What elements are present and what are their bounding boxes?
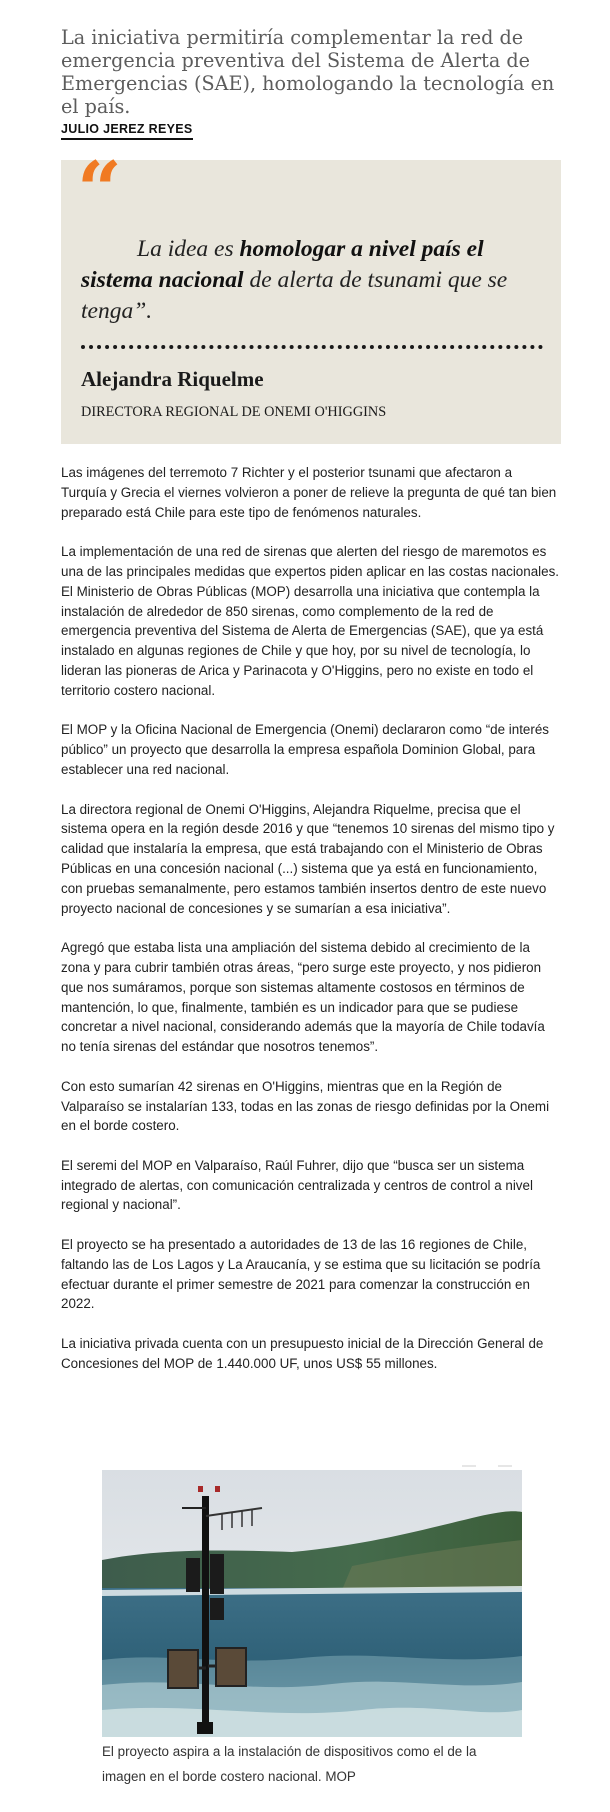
quote-author: Alejandra Riquelme (81, 367, 264, 391)
quote-text-bold: homologar a nivel país el sistema nacional (81, 236, 484, 293)
paragraph: La directora regional de Onemi O'Higgins, Alejandra Riquelme, precisa que el sistema opera en la región desde 2016 y que “tenemos 10 sirenas del mismo tipo y calidad que instalaría la empresa, que está trabajando con el Ministerio de Obras Públicas en una concesión nacional (...) sistema que ya está en funcionamiento, con pruebas semanalmente, pero estamos también insertos dentro de este nuevo proyecto nacional de concesiones y se sumarían a esa iniciativa”. (61, 801, 555, 916)
paragraph: Con esto sumarían 42 sirenas en O'Higgins, mientras que en la Región de Valparaíso se instalarían 133, todas en las zonas de riesgo definidas por la Onemi en el borde costero. (61, 1078, 550, 1134)
paragraph: Las imágenes del terremoto 7 Richter y el posterior tsunami que afectaron a Turquía y Grecia el viernes volvieron a poner de relieve la pregunta de qué tan bien preparado está Chile para este tipo de fenómenos naturales. (61, 465, 557, 520)
article-lead: La iniciativa permitiría complementar la red de emergencia preventiva del Sistema de Alerta de Emergencias (SAE), homologando la tecnología en el país. (61, 26, 555, 118)
quote-text-start: La idea es (137, 236, 240, 262)
paragraph: El seremi del MOP en Valparaíso, Raúl Fuhrer, dijo que “busca ser un sistema integrado de alertas, con comunicación centralizada y centros de control a nivel regional y nacional”. (61, 1157, 533, 1213)
quote-mark-icon: “ (77, 145, 122, 236)
pull-quote (61, 145, 561, 444)
image-edge-marks (462, 1464, 516, 1468)
paragraph: El proyecto se ha presentado a autoridades de 13 de las 16 regiones de Chile, faltando las de Los Lagos y La Araucanía, y se estima que su licitación se podría efectuar durante el primer semestre de 2021 para comenzar la construcción en 2022. (61, 1237, 541, 1312)
quote-text-end: de alerta de tsunami que se tenga”. (81, 267, 508, 324)
quote-divider (81, 345, 543, 349)
paragraph: La implementación de una red de sirenas que alerten del riesgo de maremotos es una de las principales medidas que expertos piden aplicar en las costas nacionales. El Ministerio de Obras Públicas (MOP) desarrolla una iniciativa que contempla la instalación de alrededor de 850 sirenas, como complemento de la red de emergencia preventiva del Sistema de Alerta de Emergencias (SAE), que ya está instalado en algunas regiones de Chile y que hoy, por su nivel de tecnología, lo lideran las pioneras de Arica y Parinacota y O'Higgins, pero no existe en todo el territorio costero nacional. (61, 544, 559, 698)
paragraph: La iniciativa privada cuenta con un presupuesto inicial de la Dirección General de Concesiones del MOP de 1.440.000 UF, unos US$ 55 millones. (61, 1336, 544, 1371)
article-body (61, 463, 561, 1393)
paragraph: Agregó que estaba lista una ampliación del sistema debido al crecimiento de la zona y para cubrir también otras áreas, “pero surge este proyecto, y nos pidieron que nos sumáramos, porque son sistemas altamente costosos en términos de mantención, lo que, finalmente, también es un indicador para que se pudiese concretar a nivel nacional, considerando además que la mayoría de Chile todavía no tenía sirenas del estándar que nosotros tenemos”. (61, 940, 545, 1055)
siren-tower-photo[interactable] (102, 1470, 522, 1737)
quote-text (81, 234, 541, 327)
quote-author-role: DIRECTORA REGIONAL DE ONEMI O'HIGGINS (81, 404, 387, 420)
paragraph: El MOP y la Oficina Nacional de Emergencia (Onemi) declararon como “de interés público” un proyecto que desarrolla la empresa española Dominion Global, para establecer una red nacional. (61, 722, 549, 777)
article-figure (102, 1470, 522, 1789)
author-byline[interactable]: JULIO JEREZ REYES (61, 122, 193, 140)
figure-caption: El proyecto aspira a la instalación de dispositivos como el de la imagen en el borde costero nacional. MOP (102, 1744, 477, 1784)
